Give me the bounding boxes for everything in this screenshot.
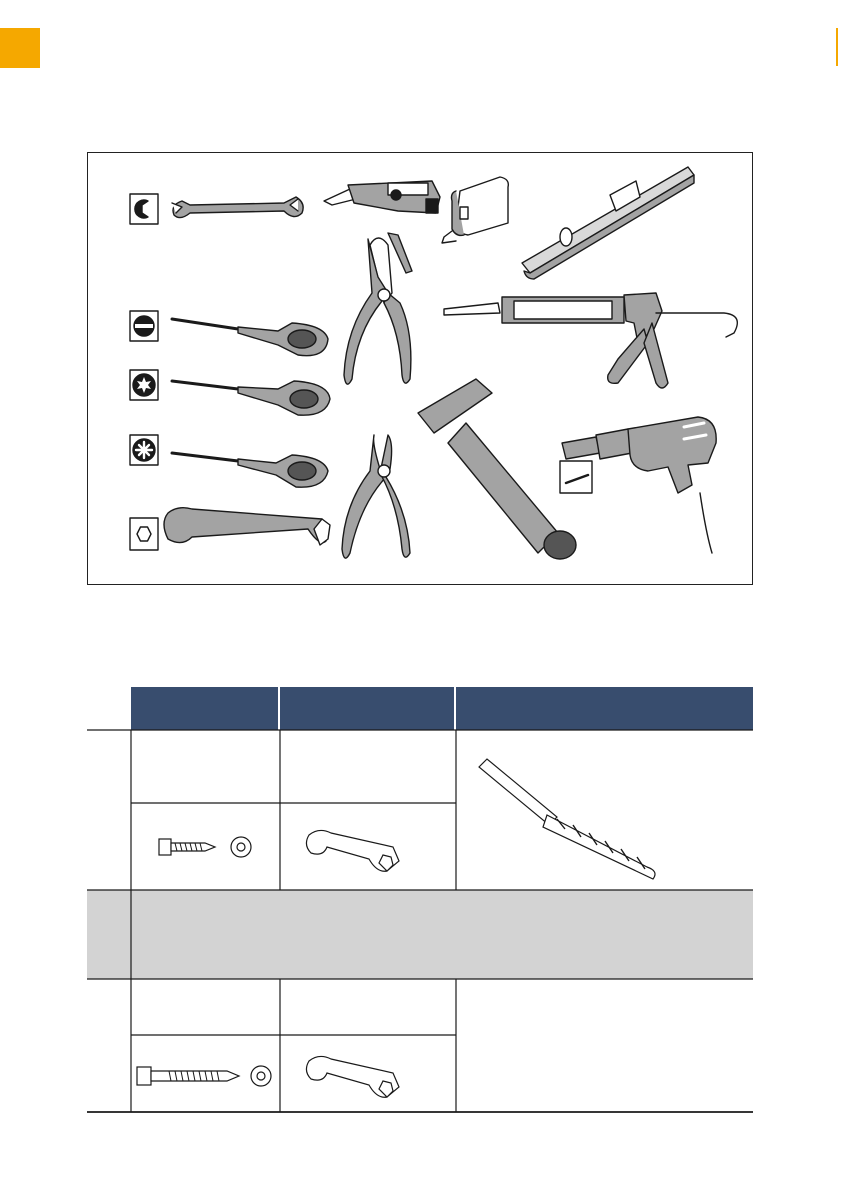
- row-1-cell-2: [280, 730, 456, 803]
- hammer-icon: [418, 379, 576, 559]
- page-edge-mark: [836, 28, 838, 66]
- utility-knife-icon: [324, 181, 440, 213]
- row-3-cell-3: [456, 979, 753, 1112]
- fixing-table: [87, 687, 754, 1114]
- caulking-gun-icon: [444, 293, 737, 388]
- open-end-wrench-icon: [172, 197, 303, 218]
- row-1-cell-1: [131, 730, 280, 803]
- table-header-2: [280, 687, 454, 730]
- pozidriv-screwdriver-symbol: [130, 435, 158, 465]
- hex-socket-symbol: [130, 518, 158, 550]
- row-3-cell-2: [280, 979, 456, 1035]
- table-header-1: [131, 687, 278, 730]
- chapter-tab: [0, 28, 40, 68]
- socket-wrench-icon: [306, 830, 399, 871]
- row-3-cell-1: [131, 979, 280, 1035]
- wire-stripper-icon: [344, 233, 412, 384]
- drill-bit-large-icon: [479, 759, 655, 879]
- open-end-wrench-symbol: [130, 194, 158, 224]
- slotted-screwdriver-icon: [172, 319, 328, 356]
- coach-screw-icon: [137, 1066, 271, 1086]
- row-2-label: [87, 890, 131, 979]
- drill-bit-icon: [560, 461, 592, 493]
- table-header-3: [456, 687, 753, 730]
- row-1-label: [87, 730, 131, 890]
- pozidriv-screwdriver-icon: [172, 453, 328, 487]
- torx-screwdriver-icon: [172, 381, 330, 415]
- row-2-band-text: [131, 890, 753, 979]
- slotted-screwdriver-symbol: [130, 311, 158, 341]
- spirit-level-icon: [522, 167, 694, 279]
- hex-socket-wrench-icon: [164, 508, 330, 545]
- diagonal-cutter-icon: [342, 435, 410, 558]
- torx-screwdriver-symbol: [130, 370, 158, 400]
- self-drilling-screw-icon: [159, 837, 251, 857]
- required-tools-panel: [87, 152, 753, 585]
- socket-wrench-icon-2: [306, 1056, 399, 1097]
- tape-measure-icon: [442, 177, 508, 243]
- row-3-label: [87, 979, 131, 1112]
